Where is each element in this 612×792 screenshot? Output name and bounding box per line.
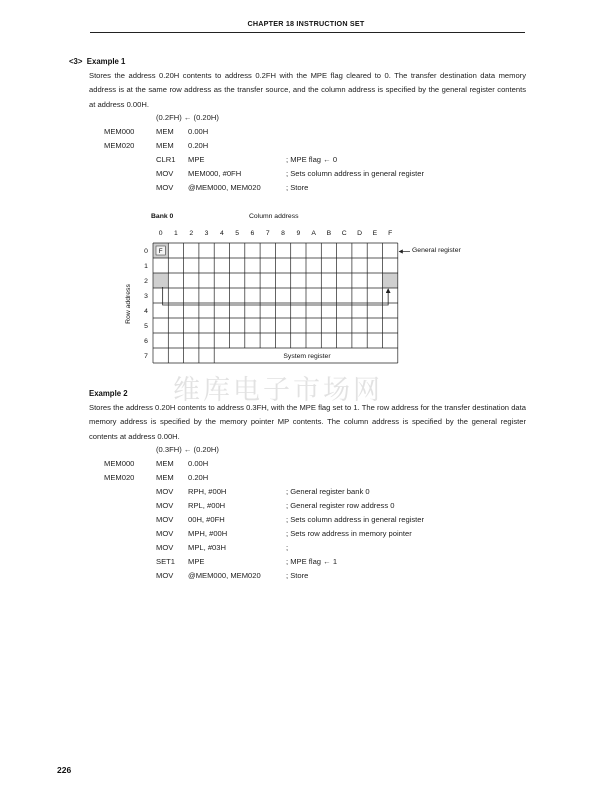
code-comment: ; <box>286 543 289 552</box>
cell-f-text: F <box>158 248 163 255</box>
column-header: F <box>388 230 393 237</box>
code-label: MEM020 <box>104 473 135 482</box>
row-header: 6 <box>144 338 148 345</box>
column-header: 8 <box>281 230 285 237</box>
column-header: 4 <box>219 230 224 237</box>
column-header: E <box>372 230 378 237</box>
code-operation: MEM <box>156 141 174 150</box>
watermark: 维库电子市场网 <box>173 375 383 406</box>
code-operation: MOV <box>156 487 174 496</box>
code-operation: MEM <box>156 473 174 482</box>
code-operand: MPH, #00H <box>188 529 228 538</box>
data-memory-diagram <box>120 208 480 368</box>
row-address-title: Row address <box>125 284 132 324</box>
code-operand: MPE <box>188 557 205 566</box>
code-operation: MOV <box>156 543 174 552</box>
code-operation: MEM <box>156 127 174 136</box>
header-divider <box>90 32 525 33</box>
code-operand: 0.20H <box>188 473 209 482</box>
example2-title: Example 2 <box>89 389 128 398</box>
code-operation: SET1 <box>156 557 175 566</box>
code-line <box>0 459 500 473</box>
memory-grid <box>144 230 410 363</box>
example1-heading <box>69 57 125 66</box>
code-comment: ; Sets row address in memory pointer <box>286 529 412 538</box>
code-line <box>0 515 500 529</box>
code-operation: MEM <box>156 459 174 468</box>
code-line <box>0 183 500 197</box>
code-operand: @MEM000, MEM020 <box>188 571 261 580</box>
column-header: D <box>357 230 363 237</box>
code-comment: ; MPE flag ← 0 <box>286 155 338 164</box>
example1-tag: <3> <box>69 57 83 66</box>
code-operand: RPL, #00H <box>188 501 226 510</box>
system-register-label: System register <box>283 353 331 360</box>
column-header: B <box>326 230 332 237</box>
row-header: 0 <box>144 248 148 255</box>
code-label: MEM020 <box>104 141 135 150</box>
column-header: A <box>311 230 316 237</box>
code-line <box>0 473 500 487</box>
code-comment: ; Store <box>286 183 309 192</box>
row-header: 2 <box>144 278 148 285</box>
code-line <box>0 169 500 183</box>
column-header: 1 <box>174 230 178 237</box>
code-line <box>0 571 500 585</box>
code-operation: MOV <box>156 501 174 510</box>
code-label: MEM000 <box>104 459 135 468</box>
column-header: 2 <box>189 230 194 237</box>
column-header: 6 <box>250 230 255 237</box>
code-comment: ; Sets column address in general register <box>286 515 425 524</box>
row-header: 4 <box>144 308 148 315</box>
column-header: C <box>341 230 347 237</box>
bank-label: Bank 0 <box>151 213 174 220</box>
code-operand: @MEM000, MEM020 <box>188 183 261 192</box>
example2-paragraph: Stores the address 0.20H contents to address 0.3FH, with the MPE flag set to 1. The row address for the transfer destination data memory address is specified by the memory pointer MP contents. The column address is specified by the general register contents at address 0.00H. <box>89 403 526 441</box>
example1-title: Example 1 <box>86 57 126 66</box>
column-header: 5 <box>235 230 240 237</box>
page-number: 226 <box>57 765 72 775</box>
code-comment: ; Sets column address in general register <box>286 169 425 178</box>
code-line <box>0 487 500 501</box>
code-operation: MOV <box>156 169 174 178</box>
code-line <box>0 557 500 571</box>
code-line <box>0 155 500 169</box>
code-comment: ; General register bank 0 <box>286 487 370 496</box>
code-line <box>0 127 500 141</box>
row-header: 1 <box>144 263 148 270</box>
code-comment: ; Store <box>286 571 309 580</box>
code-operand: 0.00H <box>188 127 209 136</box>
cell-2-0-source <box>153 273 168 288</box>
code-operation: MOV <box>156 529 174 538</box>
code-comment: ; MPE flag ← 1 <box>286 557 338 566</box>
code-line <box>0 113 500 127</box>
cell-2-f-destination <box>383 273 398 288</box>
code-line <box>0 445 500 459</box>
code-operation: MOV <box>156 571 174 580</box>
example1-paragraph: Stores the address 0.20H contents to address 0.2FH with the MPE flag cleared to 0. The transfer destination data memory address is at the same row address as the transfer source, and the column address is specified by the general register contents at address 0.00H. <box>89 71 526 109</box>
column-header: 7 <box>265 230 270 237</box>
code-operand: MPE <box>188 155 205 164</box>
code-operation: (0.3FH) ← (0.20H) <box>156 445 219 454</box>
code-operand: RPH, #00H <box>188 487 227 496</box>
row-header: 5 <box>144 323 148 330</box>
code-label: MEM000 <box>104 127 135 136</box>
chapter-header: CHAPTER 18 INSTRUCTION SET <box>247 19 365 28</box>
code-line <box>0 543 500 557</box>
row-header: 7 <box>144 353 148 360</box>
column-header: 3 <box>204 230 209 237</box>
column-address-title: Column address <box>249 213 299 220</box>
code-operand: MPL, #03H <box>188 543 226 552</box>
code-operation: MOV <box>156 183 174 192</box>
code-operation: (0.2FH) ← (0.20H) <box>156 113 219 122</box>
code-line <box>0 529 500 543</box>
code-line <box>0 501 500 515</box>
row-header: 3 <box>144 293 148 300</box>
code-operand: 0.00H <box>188 459 209 468</box>
column-header: 9 <box>296 230 301 237</box>
code-operation: CLR1 <box>156 155 176 164</box>
general-register-label: General register <box>412 247 461 254</box>
code-operation: MOV <box>156 515 174 524</box>
code-operand: MEM000, #0FH <box>188 169 242 178</box>
code-comment: ; General register row address 0 <box>286 501 395 510</box>
code-operand: 0.20H <box>188 141 209 150</box>
code-operand: 00H, #0FH <box>188 515 225 524</box>
column-header: 0 <box>158 230 163 237</box>
code-line <box>0 141 500 155</box>
